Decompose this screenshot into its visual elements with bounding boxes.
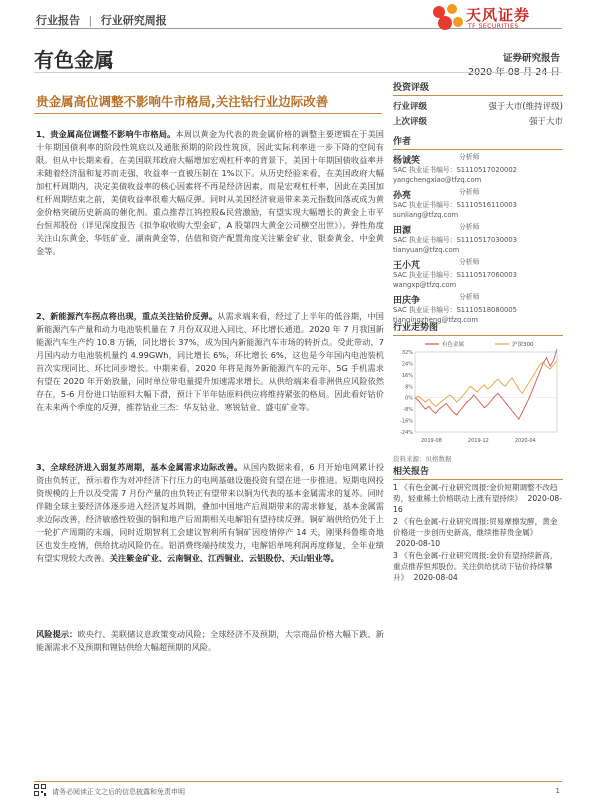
rating-rule <box>393 95 563 96</box>
logo-subtext: TF SECURITIES <box>468 23 519 30</box>
legend-label: 有色金属 <box>442 342 465 348</box>
y-tick-label: 16% <box>401 372 413 379</box>
related-title: 相关报告 <box>393 467 430 477</box>
author-entry <box>393 153 563 185</box>
author-name: 田源 <box>393 226 412 236</box>
paragraph-text: 本周以黄金为代表的贵金属价格的调整主要逻辑在于美国十年期国债利率的阶段性筑底以及通胀预期的阶段性筑顶，因此实际利率进一步下降的空间有限。但从中长期来看，在美国联邦政府大幅增加宏观杠杆率的背景下，美国十年期国债收益率并未随着经济温和复苏而走强，收益率一直被压制在 1%以下。从历史经验来看，在美国政府大幅加杠杆周期内，决定美债收益率的核心因素将不再是经济因素，而是宏观杠杆率，因此在美国加杠杆周期结束之前，美债收益率很难大幅反弹。同时从美国经济衰退带来美元指数回落或成为黄金价格突破历史新高的催化剂。重点推荐江钨控股&民营激励，有望实现大幅增长的黄金上市平台恒邦股份（详见深度报告《拟争取收购大型金矿，A 股第四大黄金公司横空出世》）。弹性角度关注山东黄金、华钰矿业、湖南黄金等，估值和资产配置角度关注紫金矿业、银泰黄金、中金黄金等。 <box>36 129 384 256</box>
trend-section <box>393 320 563 463</box>
risk-warning <box>36 628 384 654</box>
paragraph-lead: 2、新能源汽车拐点将出现，重点关注钴价反弹。 <box>36 311 218 321</box>
related-item-date: 2020-08-16 <box>393 494 562 514</box>
paragraph-lead: 3、全球经济进入弱复苏周期，基本金属需求边际改善。 <box>36 462 243 472</box>
author-name: 孙亮 <box>393 191 412 201</box>
risk-label: 风险提示： <box>36 629 78 639</box>
rating-label: 行业评级 <box>393 102 428 112</box>
qr-code-icon <box>34 784 46 796</box>
author-name: 王小芃 <box>393 261 421 271</box>
body-paragraph-1 <box>36 128 384 258</box>
author-entry <box>393 223 563 255</box>
logo-mark-icon <box>428 2 468 36</box>
author-email[interactable]: sunliang@tfzq.com <box>393 210 459 219</box>
company-logo <box>420 0 570 40</box>
logo-text: 天风证券 <box>466 6 531 24</box>
author-name: 田庆争 <box>393 296 421 306</box>
report-date <box>468 64 560 78</box>
authors-rule <box>393 149 563 150</box>
paragraph-tail: 关注紫金矿业、云南铜业、江西铜业、云铝股份、天山铝业等。 <box>109 553 339 563</box>
series-line-1 <box>415 349 557 419</box>
related-item[interactable] <box>393 550 563 583</box>
y-tick-label: 8% <box>405 384 413 391</box>
trend-source: 资料来源：贝格数据 <box>393 455 452 463</box>
author-role: 分析师 <box>459 153 480 161</box>
author-cert: SAC 执业证书编号：S1110517030003 <box>393 236 517 244</box>
x-tick-label: 2019-12 <box>467 438 489 444</box>
related-item-text: 2 《有色金属-行业研究周报:贸易摩擦发酵，黄金价格进一步创历史新高，继续推荐贵金属》 <box>393 517 558 537</box>
report-headline: 贵金属高位调整不影响牛市格局,关注钴行业边际改善 <box>36 94 329 109</box>
author-entry <box>393 188 563 220</box>
author-cert: SAC 执业证书编号：S1110516110003 <box>393 201 517 209</box>
trend-title: 行业走势图 <box>393 323 439 333</box>
page-number: 1 <box>555 787 560 795</box>
y-tick-label: 32% <box>401 350 413 356</box>
header-separator: | <box>88 14 93 27</box>
author-role: 分析师 <box>459 258 480 266</box>
related-section <box>393 464 563 583</box>
rating-title: 投资评级 <box>393 83 430 93</box>
related-item-date: 2020-08-10 <box>396 539 441 548</box>
paragraph-text: 从国内数据来看，6 月开始电网累计投资由负转正，预示着作为对冲经济下行压力的电网基础设施投资有望在进一步推进。短期电网投资规模的上升以及受需 7 月份产量的由负转正有望带来以铜为代表的基本金属需求的复苏。同时伴随全球主要经济体逐步进入经济复苏周期，叠加中国地产后周期带来的需求修复，基本金属需求边际改善，经济敏感性较强的铜和地产后周期相关电解铝有望持续反弹。铜矿端供给仍处于上一轮扩产周期的末端，同时近期智利工会建议智利所有铜矿因疫情停产 14 天，刚果科鲁维奇地区也发生疫情，供给扰动风险仍在。铝消费终端持续发力，电解铝单吨利润再度修复，全年业绩有望实现较大改善。 <box>36 462 385 563</box>
related-item-date: 2020-08-04 <box>413 573 458 582</box>
authors-section <box>393 134 563 325</box>
rating-label: 上次评级 <box>393 117 428 127</box>
y-tick-label: 24% <box>401 361 413 368</box>
related-item-text: 1 《有色金属-行业研究周报:金价短期调整不改趋势，轻重稀土价格联动上涨有望持续》 <box>393 483 558 503</box>
rating-section <box>393 80 563 127</box>
y-tick-label: 0% <box>405 395 413 402</box>
author-name: 杨诚笑 <box>393 156 421 166</box>
paragraph-text: 从需求端来看，经过了上半年的低谷期，中国新能源汽车产量和动力电池装机量在 7 月份双双进入同比、环比增长通道。2020 年 7 月我国新能源汽车生产约 10.8 万辆，同比增长 37%，成为国内新能源汽车市场的转折点。受此带动，7 月国内动力电池装机量约 4.99GWh，同比增长 6%，环比增长 6%，这也是今年国内电池装机首次实现同比、环比同步增长。中期来看，2020 年将是海外新能源汽车的元年，5G 手机需求有望在 2020 年开始放量，同时单位带电量提升加速需求增长。从供给端来看非洲供应风险依然存在，5-6 月份进口钴原料大幅下滑，预计下半年钴原料供应将维持紧张的格局。因此看好钴价在未来两个季度的反弹，推荐钴业三杰：华友钴业、寒锐钴业、盛屯矿业等。 <box>36 311 384 412</box>
risk-text: 欧央行、美联储议息政策变动风险；全球经济不及预期，大宗商品价格大幅下跌、新能源需求不及预期和锂钴供给大幅超预期的风险。 <box>36 629 384 652</box>
footer-rule <box>34 781 562 782</box>
author-entry <box>393 258 563 290</box>
title-rule <box>34 72 562 73</box>
report-type: 证券研究报告 <box>502 53 560 64</box>
author-email[interactable]: wangxp@tfzq.com <box>393 280 457 289</box>
rating-value: 强于大市 <box>528 117 563 127</box>
x-tick-label: 2019-08 <box>421 438 442 444</box>
author-email[interactable]: tianyuan@tfzq.com <box>393 245 460 254</box>
related-item-text: 3 《有色金属-行业研究周报:金价有望持续新高，重点推荐恒邦股份。关注供给扰动下钴价持续攀升》 <box>393 551 558 582</box>
trend-chart <box>393 338 563 446</box>
author-email[interactable]: tianqingzheng@tfzq.com <box>393 315 478 324</box>
y-tick-label: -24% <box>400 430 413 436</box>
rating-row-previous <box>393 115 563 127</box>
header-category: 行业报告 <box>36 14 80 27</box>
rating-value: 强于大市(维持评级) <box>488 102 563 112</box>
series-line-2 <box>415 361 557 407</box>
author-email[interactable]: yangchengxiao@tfzq.com <box>393 175 482 184</box>
trend-rule <box>393 335 563 336</box>
related-item[interactable] <box>393 482 563 515</box>
authors-title: 作者 <box>393 137 412 147</box>
headline-rule <box>34 113 382 114</box>
rating-row-industry <box>393 100 563 112</box>
header-category-bar <box>36 12 167 28</box>
author-role: 分析师 <box>459 223 480 231</box>
chart-frame <box>415 352 557 432</box>
header-subcategory: 行业研究周报 <box>100 14 167 27</box>
author-cert: SAC 执业证书编号：S1110517020002 <box>393 166 517 174</box>
paragraph-lead: 1、贵金属高位调整不影响牛市格局。 <box>36 129 176 139</box>
legend-label: 沪深300 <box>512 342 534 348</box>
body-paragraph-3 <box>36 461 384 565</box>
x-tick-label: 2020-04 <box>514 438 536 444</box>
related-rule <box>393 479 563 480</box>
author-role: 分析师 <box>459 293 480 301</box>
y-tick-label: -16% <box>400 418 413 425</box>
y-tick-label: -8% <box>403 407 413 414</box>
related-item[interactable] <box>393 516 563 549</box>
author-role: 分析师 <box>459 188 480 196</box>
author-cert: SAC 执业证书编号：S1110517060003 <box>393 271 517 279</box>
page-title: 有色金属 <box>34 48 114 72</box>
body-paragraph-2 <box>36 310 384 414</box>
footer-disclaimer: 请务必阅读正文之后的信息披露和免责申明 <box>52 788 185 796</box>
author-cert: SAC 执业证书编号：S1110518080005 <box>393 306 517 314</box>
